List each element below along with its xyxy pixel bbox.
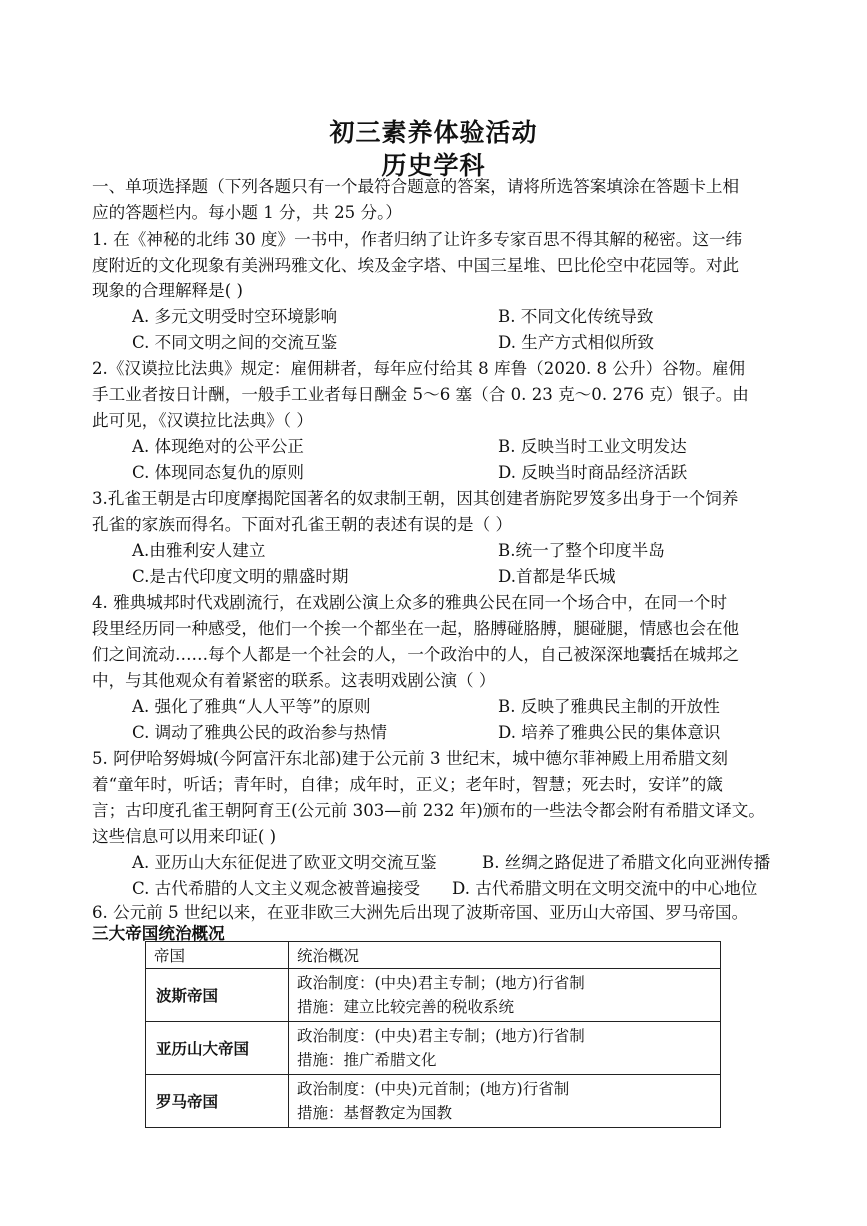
- question-1-option-c: C. 不同文明之间的交流互鉴: [132, 333, 338, 352]
- question-2-option-c: C. 体现同态复仇的原则: [132, 463, 304, 482]
- question-1-line-1: 1. 在《神秘的北纬 30 度》一书中，作者归纳了让许多专家百思不得其解的秘密。这一纬: [92, 230, 743, 249]
- question-5-option-d: D. 古代希腊文明在文明交流中的中心地位: [452, 879, 758, 898]
- question-4-option-b: B. 反映了雅典民主制的开放性: [498, 697, 720, 716]
- section-instructions-line-1: 一、单项选择题（下列各题只有一个最符合题意的答案，请将所选答案填涂在答题卡上相: [92, 177, 740, 196]
- politics-text: 政治制度：(中央)君主专制；(地方)行省制: [297, 974, 585, 992]
- question-2-line-3: 此可见，《汉谟拉比法典》（ ）: [92, 411, 313, 430]
- question-3-line-2: 孔雀的家族而得名。下面对孔雀王朝的表述有误的是（ ）: [92, 515, 513, 534]
- question-4-line-4: 中，与其他观众有着紧密的联系。这表明戏剧公演（ ）: [92, 671, 496, 690]
- question-5-line-2: 着“童年时，听话；青年时，自律；成年时，正义；老年时，智慧；死去时，安详”的箴: [92, 775, 723, 794]
- page-subtitle: 历史学科: [381, 151, 486, 180]
- table-row: [146, 969, 721, 1022]
- question-2-line-1: 2.《汉谟拉比法典》规定：雇佣耕者，每年应付给其 8 库鲁（2020. 8 公升）谷物。雇佣: [92, 359, 746, 378]
- question-4-option-c: C. 调动了雅典公民的政治参与热情: [132, 723, 387, 742]
- empire-name: 波斯帝国: [146, 969, 289, 1022]
- question-4-option-a: A. 强化了雅典“人人平等”的原则: [132, 697, 371, 716]
- table-header-empire: 帝国: [146, 942, 289, 969]
- question-3-option-d: D.首都是华氏城: [498, 567, 616, 586]
- question-1-option-d: D. 生产方式相似所致: [498, 333, 655, 352]
- question-2-option-d: D. 反映当时商品经济活跃: [498, 463, 688, 482]
- question-4-option-d: D. 培养了雅典公民的集体意识: [498, 723, 721, 742]
- measure-text: 措施：基督教定为国教: [297, 1104, 453, 1122]
- question-2-line-2: 手工业者按日计酬，一般手工业者每日酬金 5～6 塞（合 0. 23 克～0. 276 克）银子。由: [92, 385, 749, 404]
- politics-text: 政治制度：(中央)元首制；(地方)行省制: [297, 1080, 570, 1098]
- empire-name: 罗马帝国: [146, 1075, 289, 1128]
- question-3-option-b: B.统一了整个印度半岛: [498, 541, 665, 560]
- question-1-option-b: B. 不同文化传统导致: [498, 307, 654, 326]
- question-3-line-1: 3.孔雀王朝是古印度摩揭陀国著名的奴隶制王朝，因其创建者旃陀罗笈多出身于一个饲养: [92, 489, 739, 508]
- empire-table: [145, 941, 721, 1128]
- section-instructions-line-2: 应的答题栏内。每小题 1 分，共 25 分。）: [92, 203, 402, 222]
- table-caption: 三大帝国统治概况: [92, 924, 225, 943]
- measure-text: 措施：推广希腊文化: [297, 1051, 437, 1069]
- page-title: 初三素养体验活动: [329, 118, 538, 147]
- empire-overview: [289, 1075, 721, 1128]
- table-row: [146, 1022, 721, 1075]
- question-4-line-1: 4. 雅典城邦时代戏剧流行，在戏剧公演上众多的雅典公民在同一个场合中，在同一个时: [92, 593, 728, 612]
- empire-overview: [289, 1022, 721, 1075]
- question-4-line-2: 段里经历同一种感受，他们一个挨一个都坐在一起，胳膊碰胳膊，腿碰腿，情感也会在他: [92, 619, 740, 638]
- question-2-option-b: B. 反映当时工业文明发达: [498, 437, 687, 456]
- question-3-option-a: A.由雅利安人建立: [132, 541, 266, 560]
- question-5-option-a: A. 亚历山大东征促进了欧亚文明交流互鉴: [132, 853, 437, 872]
- question-6-line-1: 6. 公元前 5 世纪以来，在亚非欧三大洲先后出现了波斯帝国、亚历山大帝国、罗马帝国。: [92, 903, 749, 922]
- table-header-row: [146, 942, 721, 969]
- empire-name: 亚历山大帝国: [146, 1022, 289, 1075]
- question-1-line-2: 度附近的文化现象有美洲玛雅文化、埃及金字塔、中国三星堆、巴比伦空中花园等。对此: [92, 256, 740, 275]
- question-5-option-b: B. 丝绸之路促进了希腊文化向亚洲传播: [482, 853, 771, 872]
- question-3-option-c: C.是古代印度文明的鼎盛时期: [132, 567, 349, 586]
- question-1-line-3: 现象的合理解释是( ): [92, 281, 243, 300]
- empire-overview: [289, 969, 721, 1022]
- table-header-overview: 统治概况: [289, 942, 721, 969]
- question-5-line-4: 这些信息可以用来印证( ): [92, 827, 277, 846]
- question-5-option-c: C. 古代希腊的人文主义观念被普遍接受: [132, 879, 421, 898]
- question-1-option-a: A. 多元文明受时空环境影响: [132, 307, 338, 326]
- table-row: [146, 1075, 721, 1128]
- question-5-line-3: 言；古印度孔雀王朝阿育王(公元前 303—前 232 年)颁布的一些法令都会附有希腊文译文。: [92, 801, 765, 820]
- politics-text: 政治制度：(中央)君主专制；(地方)行省制: [297, 1027, 585, 1045]
- question-4-line-3: 们之间流动……每个人都是一个社会的人，一个政治中的人，自己被深深地囊括在城邦之: [92, 645, 740, 664]
- measure-text: 措施：建立比较完善的税收系统: [297, 998, 515, 1016]
- question-2-option-a: A. 体现绝对的公平公正: [132, 437, 304, 456]
- question-5-line-1: 5. 阿伊哈努姆城(今阿富汗东北部)建于公元前 3 世纪末，城中德尔菲神殿上用希腊文刻: [92, 749, 728, 768]
